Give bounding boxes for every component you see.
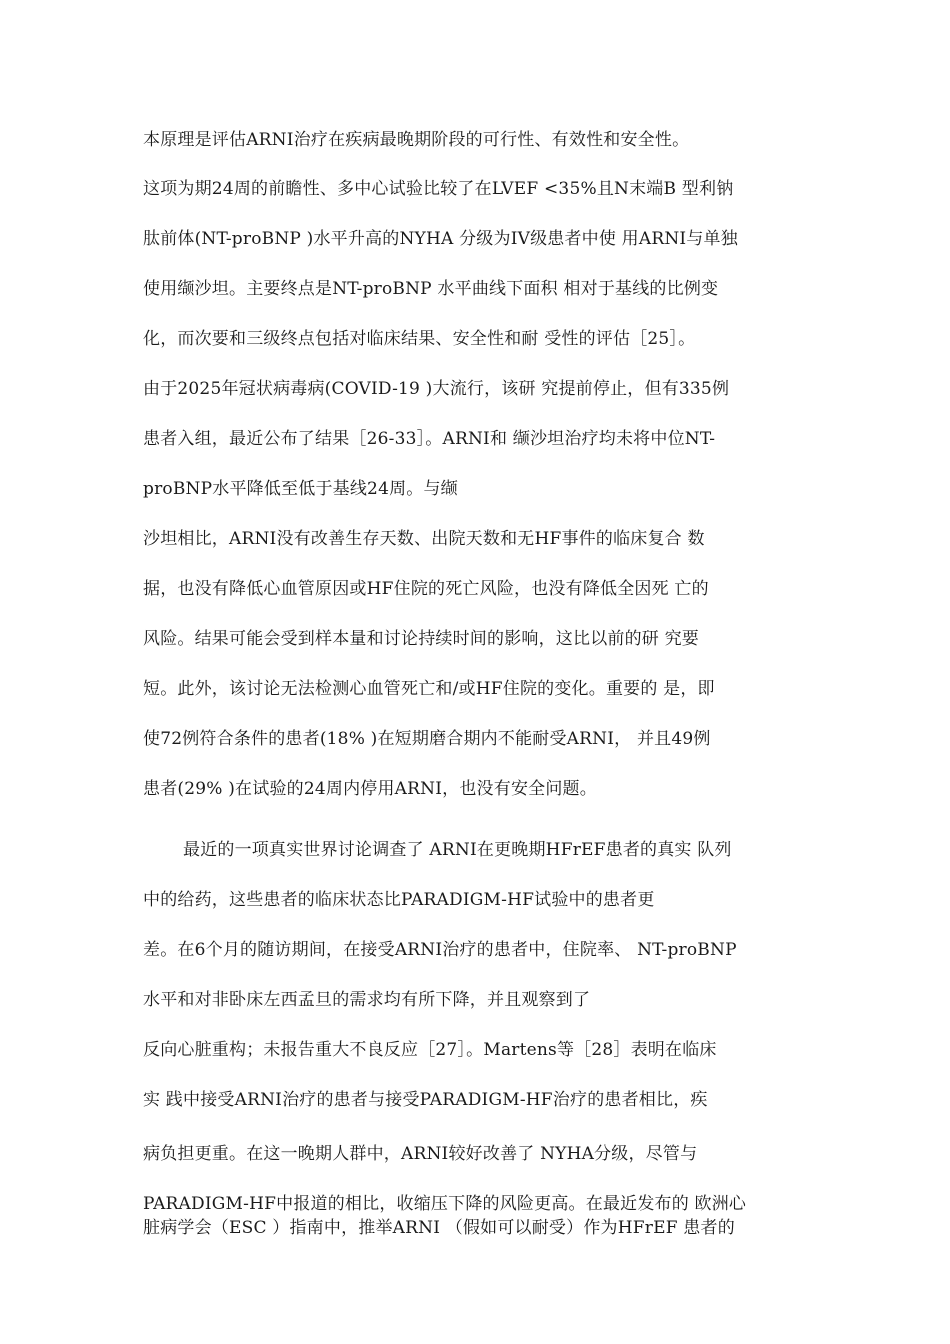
- text-line: 肽前体(NT-proBNP )水平升高的NYHA 分级为IV级患者中使 用ARNI与单独: [143, 229, 738, 249]
- text-line: 患者入组，最近公布了结果［26-33］。ARNI和 缬沙坦治疗均未将中位NT-: [143, 429, 716, 449]
- text-line: 本原理是评估ARNI治疗在疾病最晚期阶段的可行性、有效性和安全性。: [143, 130, 690, 150]
- text-line: 风险。结果可能会受到样本量和讨论持续时间的影响，这比以前的研 究要: [143, 629, 700, 649]
- text-line: 实 践中接受ARNI治疗的患者与接受PARADIGM-HF治疗的患者相比，疾: [143, 1090, 708, 1110]
- text-line: 沙坦相比，ARNI没有改善生存天数、出院天数和无HF事件的临床复合 数: [143, 529, 705, 549]
- paragraph-first-line: 最近的一项真实世界讨论调查了 ARNI在更晚期HFrEF患者的真实 队列: [183, 840, 732, 860]
- text-line: proBNP水平降低至低于基线24周。与缬: [143, 479, 458, 499]
- text-line: 据，也没有降低心血管原因或HF住院的死亡风险，也没有降低全因死 亡的: [143, 579, 709, 599]
- text-line: 脏病学会（ESC ）指南中，推举ARNI （假如可以耐受）作为HFrEF 患者的: [143, 1218, 735, 1238]
- text-line: 差。在6个月的随访期间，在接受ARNI治疗的患者中，住院率、 NT-proBNP: [143, 940, 737, 960]
- text-line: 中的给药，这些患者的临床状态比PARADIGM-HF试验中的患者更: [143, 890, 655, 910]
- text-line: 反向心脏重构；未报告重大不良反应［27］。Martens等［28］表明在临床: [143, 1040, 717, 1060]
- text-line: 化，而次要和三级终点包括对临床结果、安全性和耐 受性的评估［25］。: [143, 329, 696, 349]
- text-line: 水平和对非卧床左西孟旦的需求均有所下降，并且观察到了: [143, 990, 591, 1010]
- text-line: PARADIGM-HF中报道的相比，收缩压下降的风险更高。在最近发布的 欧洲心: [143, 1194, 747, 1214]
- text-line: 使用缬沙坦。主要终点是NT-proBNP 水平曲线下面积 相对于基线的比例变: [143, 279, 719, 299]
- text-line: 患者(29% )在试验的24周内停用ARNI，也没有安全问题。: [143, 779, 597, 799]
- text-line: 这项为期24周的前瞻性、多中心试验比较了在LVEF <35%且N末端B 型利钠: [143, 179, 734, 199]
- text-line: 使72例符合条件的患者(18% )在短期磨合期内不能耐受ARNI， 并且49例: [143, 729, 711, 749]
- text-line: 由于2025年冠状病毒病(COVID-19 )大流行，该研 究提前停止，但有335例: [143, 379, 730, 399]
- text-line: 短。此外，该讨论无法检测心血管死亡和/或HF住院的变化。重要的 是，即: [143, 679, 715, 699]
- text-line: 病负担更重。在这一晚期人群中，ARNI较好改善了 NYHA分级，尽管与: [143, 1144, 698, 1164]
